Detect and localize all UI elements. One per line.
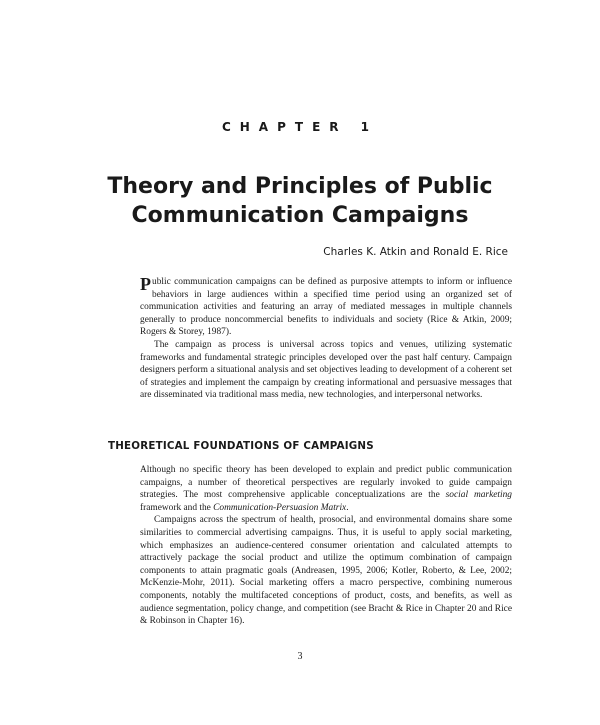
intro-paragraph-1	[140, 276, 512, 339]
intro-paragraph-2: The campaign as process is universal across topics and venues, utilizing systematic frameworks and fundamental strategic principles developed over the past half century. Campaign designers perform a situational analysis and set objectives leading to development of a coherent set of strategies and implement the campaign by creating informational and persuasive messages that are disseminated via traditional mass media, new technologies, and interpersonal networks.	[140, 339, 512, 401]
section-p1-em-2: Communication-Persuasion Matrix	[213, 502, 347, 513]
intro-paragraph-1-text: ublic communication campaigns can be defined as purposive attempts to inform or influence behaviors in large audiences within a specified time period using an organized set of communication activities and featuring an array of mediated messages in multiple channels generally to produce noncommercial benefits to individuals and society (Rice & Atkin, 2009; Rogers & Storey, 1987).	[140, 277, 512, 338]
section-text	[140, 464, 512, 628]
intro-text	[140, 276, 512, 402]
chapter-authors: Charles K. Atkin and Ronald E. Rice	[323, 246, 508, 258]
chapter-label: CHAPTER 1	[221, 120, 379, 134]
section-p1-text-2: framework and the	[140, 502, 211, 513]
section-p1-text-3: .	[346, 502, 349, 513]
chapter-title-line-2: Communication Campaigns	[131, 203, 469, 228]
section-p1-text-1: Although no specific theory has been developed to explain and predict public communication campaigns, a number of theoretical perspectives are regularly invoked to guide campaign strategies. The most comprehensive applicable conceptualizations are the	[140, 465, 512, 501]
section-p1-em-1: social marketing	[445, 490, 512, 501]
section-paragraph-1	[140, 464, 512, 514]
drop-cap: P	[140, 274, 151, 294]
section-heading: THEORETICAL FOUNDATIONS OF CAMPAIGNS	[108, 440, 374, 452]
chapter-title-line-1: Theory and Principles of Public	[107, 174, 493, 199]
page-number: 3	[297, 651, 303, 662]
chapter-title	[60, 172, 540, 230]
section-paragraph-2: Campaigns across the spectrum of health, prosocial, and environmental domains share some similarities to commercial advertising campaigns. Thus, it is useful to apply social marketing, which emphasizes an audience-centered consumer orientation and calculated attempts to attractively package the social product and utilize the optimum combination of campaign components to attain pragmatic goals (Andreasen, 1995, 2006; Kotler, Roberto, & Lee, 2002; McKenzie-Mohr, 2011). Social marketing offers a macro perspective, combining numerous components, notably the multifaceted conceptions of product, costs, and benefits, as well as audience segmentation, policy change, and competition (see Bracht & Rice in Chapter 20 and Rice & Robinson in Chapter 16).	[140, 515, 512, 627]
